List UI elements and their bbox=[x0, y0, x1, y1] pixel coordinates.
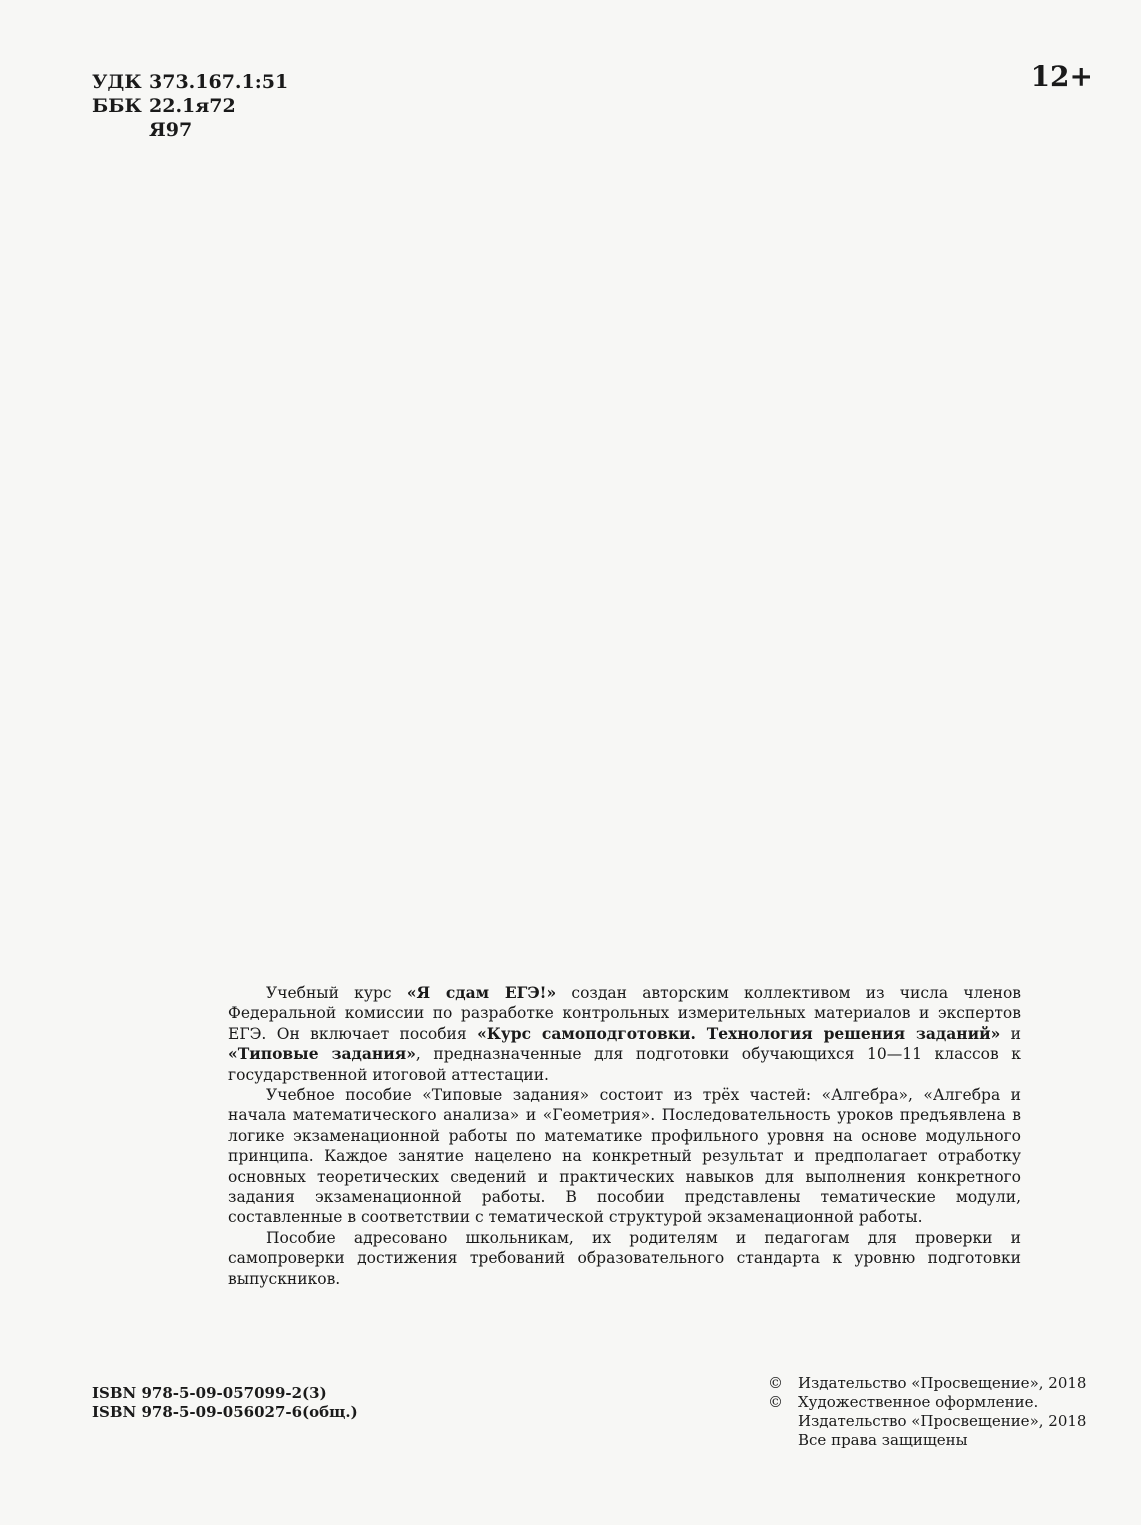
annotation-paragraph-2: Учебное пособие «Типовые задания» состоит из трёх частей: «Алгебра», «Алгебра и начала математического анализа» и «Геометрия». Последовательность уроков предъявлена в логике экзаменационной работы по математике профильного уровня на основе модульного принципа. Каждое занятие нацелено на конкретный результат и предполагает отработку основных теоретических сведений и практических навыков для выполнения конкретного задания экзаменационной работы. В пособии представлены тематические модули, составленные в соответствии с тематической структурой экзаменационной работы. bbox=[228, 1086, 1021, 1227]
annotation-text: и bbox=[1000, 1024, 1021, 1043]
annotation-text: создан авторским коллективом из числа членов Федеральной комиссии по разработке контрольных измерительных материалов и экспертов ЕГЭ. Он включает пособия bbox=[228, 984, 1022, 1043]
bbk-row bbox=[92, 94, 288, 118]
copyright-text: Издательство «Просвещение», 2018 bbox=[798, 1412, 1087, 1430]
copyright-line-3 bbox=[768, 1412, 1086, 1431]
udk-value: 373.167.1:51 bbox=[149, 71, 289, 93]
copyright-line-2 bbox=[768, 1393, 1086, 1412]
author-mark-row bbox=[92, 118, 288, 142]
annotation-paragraph-1 bbox=[228, 983, 1021, 1085]
bbk-value: 22.1я72 bbox=[149, 95, 236, 117]
annotation-text: , предназначенные для подготовки обучающихся 10—11 классов к государственной итоговой аттестации. bbox=[228, 1045, 1021, 1084]
udk-row bbox=[92, 70, 288, 94]
copyright-text: Издательство «Просвещение», 2018 bbox=[798, 1374, 1087, 1392]
isbn-line: ISBN 978-5-09-056027-6(общ.) bbox=[92, 1403, 358, 1421]
author-mark: Я97 bbox=[149, 119, 193, 141]
isbn-line: ISBN 978-5-09-057099-2(3) bbox=[92, 1384, 327, 1402]
udk-label: УДК bbox=[92, 71, 142, 93]
manual-title-2: «Типовые задания» bbox=[228, 1044, 416, 1064]
copyright-line-4 bbox=[768, 1431, 1086, 1450]
copyright-text: Все права защищены bbox=[798, 1431, 968, 1449]
bbk-label: ББК bbox=[92, 95, 142, 117]
copyright-symbol: © bbox=[768, 1393, 783, 1411]
classification-block bbox=[92, 70, 288, 142]
copyright-text: Художественное оформление. bbox=[798, 1393, 1039, 1411]
manual-title-1: «Курс самоподготовки. Технология решения заданий» bbox=[477, 1023, 1001, 1043]
copyright-symbol: © bbox=[768, 1374, 783, 1392]
copyright-line-1 bbox=[768, 1374, 1086, 1393]
age-rating: 12+ bbox=[1030, 60, 1093, 93]
annotation-paragraph-3: Пособие адресовано школьникам, их родителям и педагогам для проверки и самопроверки достижения требований образовательного стандарта к уровню подготовки выпускников. bbox=[228, 1228, 1021, 1288]
course-title: «Я сдам ЕГЭ!» bbox=[406, 983, 557, 1002]
annotation-text: Учебный курс bbox=[266, 984, 407, 1002]
copyright-block bbox=[768, 1374, 1086, 1450]
isbn-block bbox=[92, 1384, 358, 1422]
annotation bbox=[228, 983, 1021, 1289]
